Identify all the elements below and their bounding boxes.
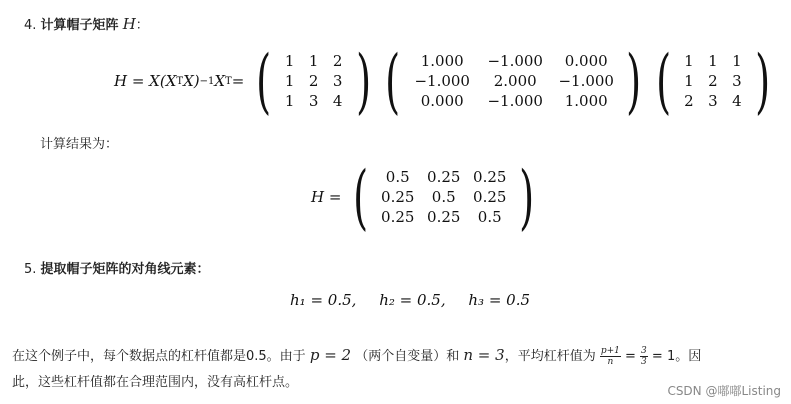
equals: =: [620, 349, 641, 364]
h3-value: h₃ = 0.5: [468, 291, 531, 309]
matrix-x-transpose: [650, 40, 777, 122]
matrix-cell: 2: [684, 92, 694, 110]
matrix-inv-cells: [406, 52, 620, 110]
matrix-cell: 1: [732, 52, 742, 70]
fraction-3-over-3: [640, 346, 648, 367]
matrix-cell: 1: [708, 52, 718, 70]
right-paren: ): [355, 40, 371, 122]
matrix-cell: 0.5: [385, 168, 410, 186]
matrix-cell: 1: [684, 52, 694, 70]
matrix-cell: 1: [284, 92, 295, 110]
fraction-numerator: p+1: [600, 346, 620, 356]
inverse-sup: −1: [199, 75, 215, 87]
matrix-cell: 2: [708, 72, 718, 90]
matrix-cell: −1.000: [487, 92, 543, 110]
step-symbol: H: [122, 15, 136, 33]
formula-lhs: H = X(X: [114, 72, 177, 90]
right-paren: ): [626, 40, 642, 122]
matrix-cell: 1: [684, 72, 694, 90]
matrix-cell: 4: [332, 92, 343, 110]
matrix-cell: 0.000: [420, 92, 464, 110]
diagonal-values: [290, 291, 530, 309]
matrix-h: [347, 156, 540, 238]
n-equation: n = 3: [463, 346, 505, 364]
matrix-cell: −1.000: [558, 72, 614, 90]
matrix-H-cells: [375, 168, 513, 226]
matrix-x: [250, 40, 377, 122]
hat-matrix-formula: [114, 40, 776, 122]
matrix-cell: 1: [284, 72, 295, 90]
h2-value: h₂ = 0.5,: [379, 291, 446, 309]
right-paren: ): [518, 156, 534, 238]
hat-matrix-result: [311, 156, 540, 238]
matrix-XT-cells: [677, 52, 749, 110]
text-segment: （两个自变量）和: [355, 349, 460, 364]
h1-value: h₁ = 0.5,: [290, 291, 357, 309]
step-label: 提取帽子矩阵的对角线元素：: [40, 262, 210, 277]
matrix-cell: 4: [732, 92, 742, 110]
matrix-cell: 3: [708, 92, 718, 110]
matrix-cell: 2: [308, 72, 319, 90]
step-4-heading: [24, 14, 149, 33]
matrix-cell: 3: [332, 72, 343, 90]
matrix-cell: 0.5: [477, 208, 502, 226]
matrix-cell: 0.000: [564, 52, 608, 70]
conclusion-paragraph: [12, 342, 701, 396]
matrix-cell: −1.000: [414, 72, 470, 90]
paragraph-line-1: [12, 342, 701, 370]
left-paren: (: [385, 40, 401, 122]
step-suffix: ：: [135, 18, 149, 33]
text-segment: = 1。因: [647, 349, 702, 364]
fraction-numerator: 3: [641, 346, 647, 356]
matrix-cell: 1: [284, 52, 295, 70]
matrix-cell: 3: [308, 92, 319, 110]
step-5-heading: [24, 258, 210, 277]
matrix-cell: 1: [308, 52, 319, 70]
transpose-sup-2: T: [225, 75, 232, 87]
matrix-cell: 0.25: [473, 188, 507, 206]
matrix-cell: 0.25: [427, 208, 461, 226]
text-segment: ，平均杠杆值为: [504, 349, 596, 364]
formula-mid: X): [183, 72, 200, 90]
csdn-watermark: CSDN @嘟嘟Listing: [667, 384, 781, 398]
step-number: 5.: [24, 262, 37, 277]
matrix-cell: 0.25: [427, 168, 461, 186]
left-paren: (: [353, 156, 369, 238]
right-paren: ): [755, 40, 771, 122]
text-segment: 在这个例子中，每个数据点的杠杆值都是0.5。由于: [12, 349, 306, 364]
matrix-cell: 2: [332, 52, 343, 70]
formula-x: X: [214, 72, 226, 90]
paragraph-line-2: 此，这些杠杆值都在合理范围内，没有高杠杆点。: [12, 375, 299, 390]
matrix-cell: 2.000: [493, 72, 537, 90]
result-label: 计算结果为：: [40, 137, 119, 152]
matrix-inverse: [379, 40, 648, 122]
transpose-sup: T: [176, 75, 184, 87]
matrix-cell: 1.000: [564, 92, 608, 110]
fraction-denominator: n: [607, 357, 614, 367]
left-paren: (: [655, 40, 671, 122]
formula-eq: =: [231, 72, 245, 90]
matrix-cell: 3: [732, 72, 742, 90]
fraction-denominator: 3: [641, 357, 647, 367]
step-number: 4.: [24, 18, 37, 33]
result-lhs: H =: [311, 188, 342, 206]
left-paren: (: [256, 40, 272, 122]
step-label: 计算帽子矩阵: [40, 18, 119, 33]
matrix-cell: 1.000: [420, 52, 464, 70]
matrix-cell: 0.25: [381, 188, 415, 206]
fraction-p1-over-n: [600, 346, 621, 367]
matrix-X-cells: [278, 52, 350, 110]
matrix-cell: 0.5: [431, 188, 456, 206]
matrix-cell: −1.000: [487, 52, 543, 70]
matrix-cell: 0.25: [381, 208, 415, 226]
matrix-cell: 0.25: [473, 168, 507, 186]
p-equation: p = 2: [309, 346, 352, 364]
